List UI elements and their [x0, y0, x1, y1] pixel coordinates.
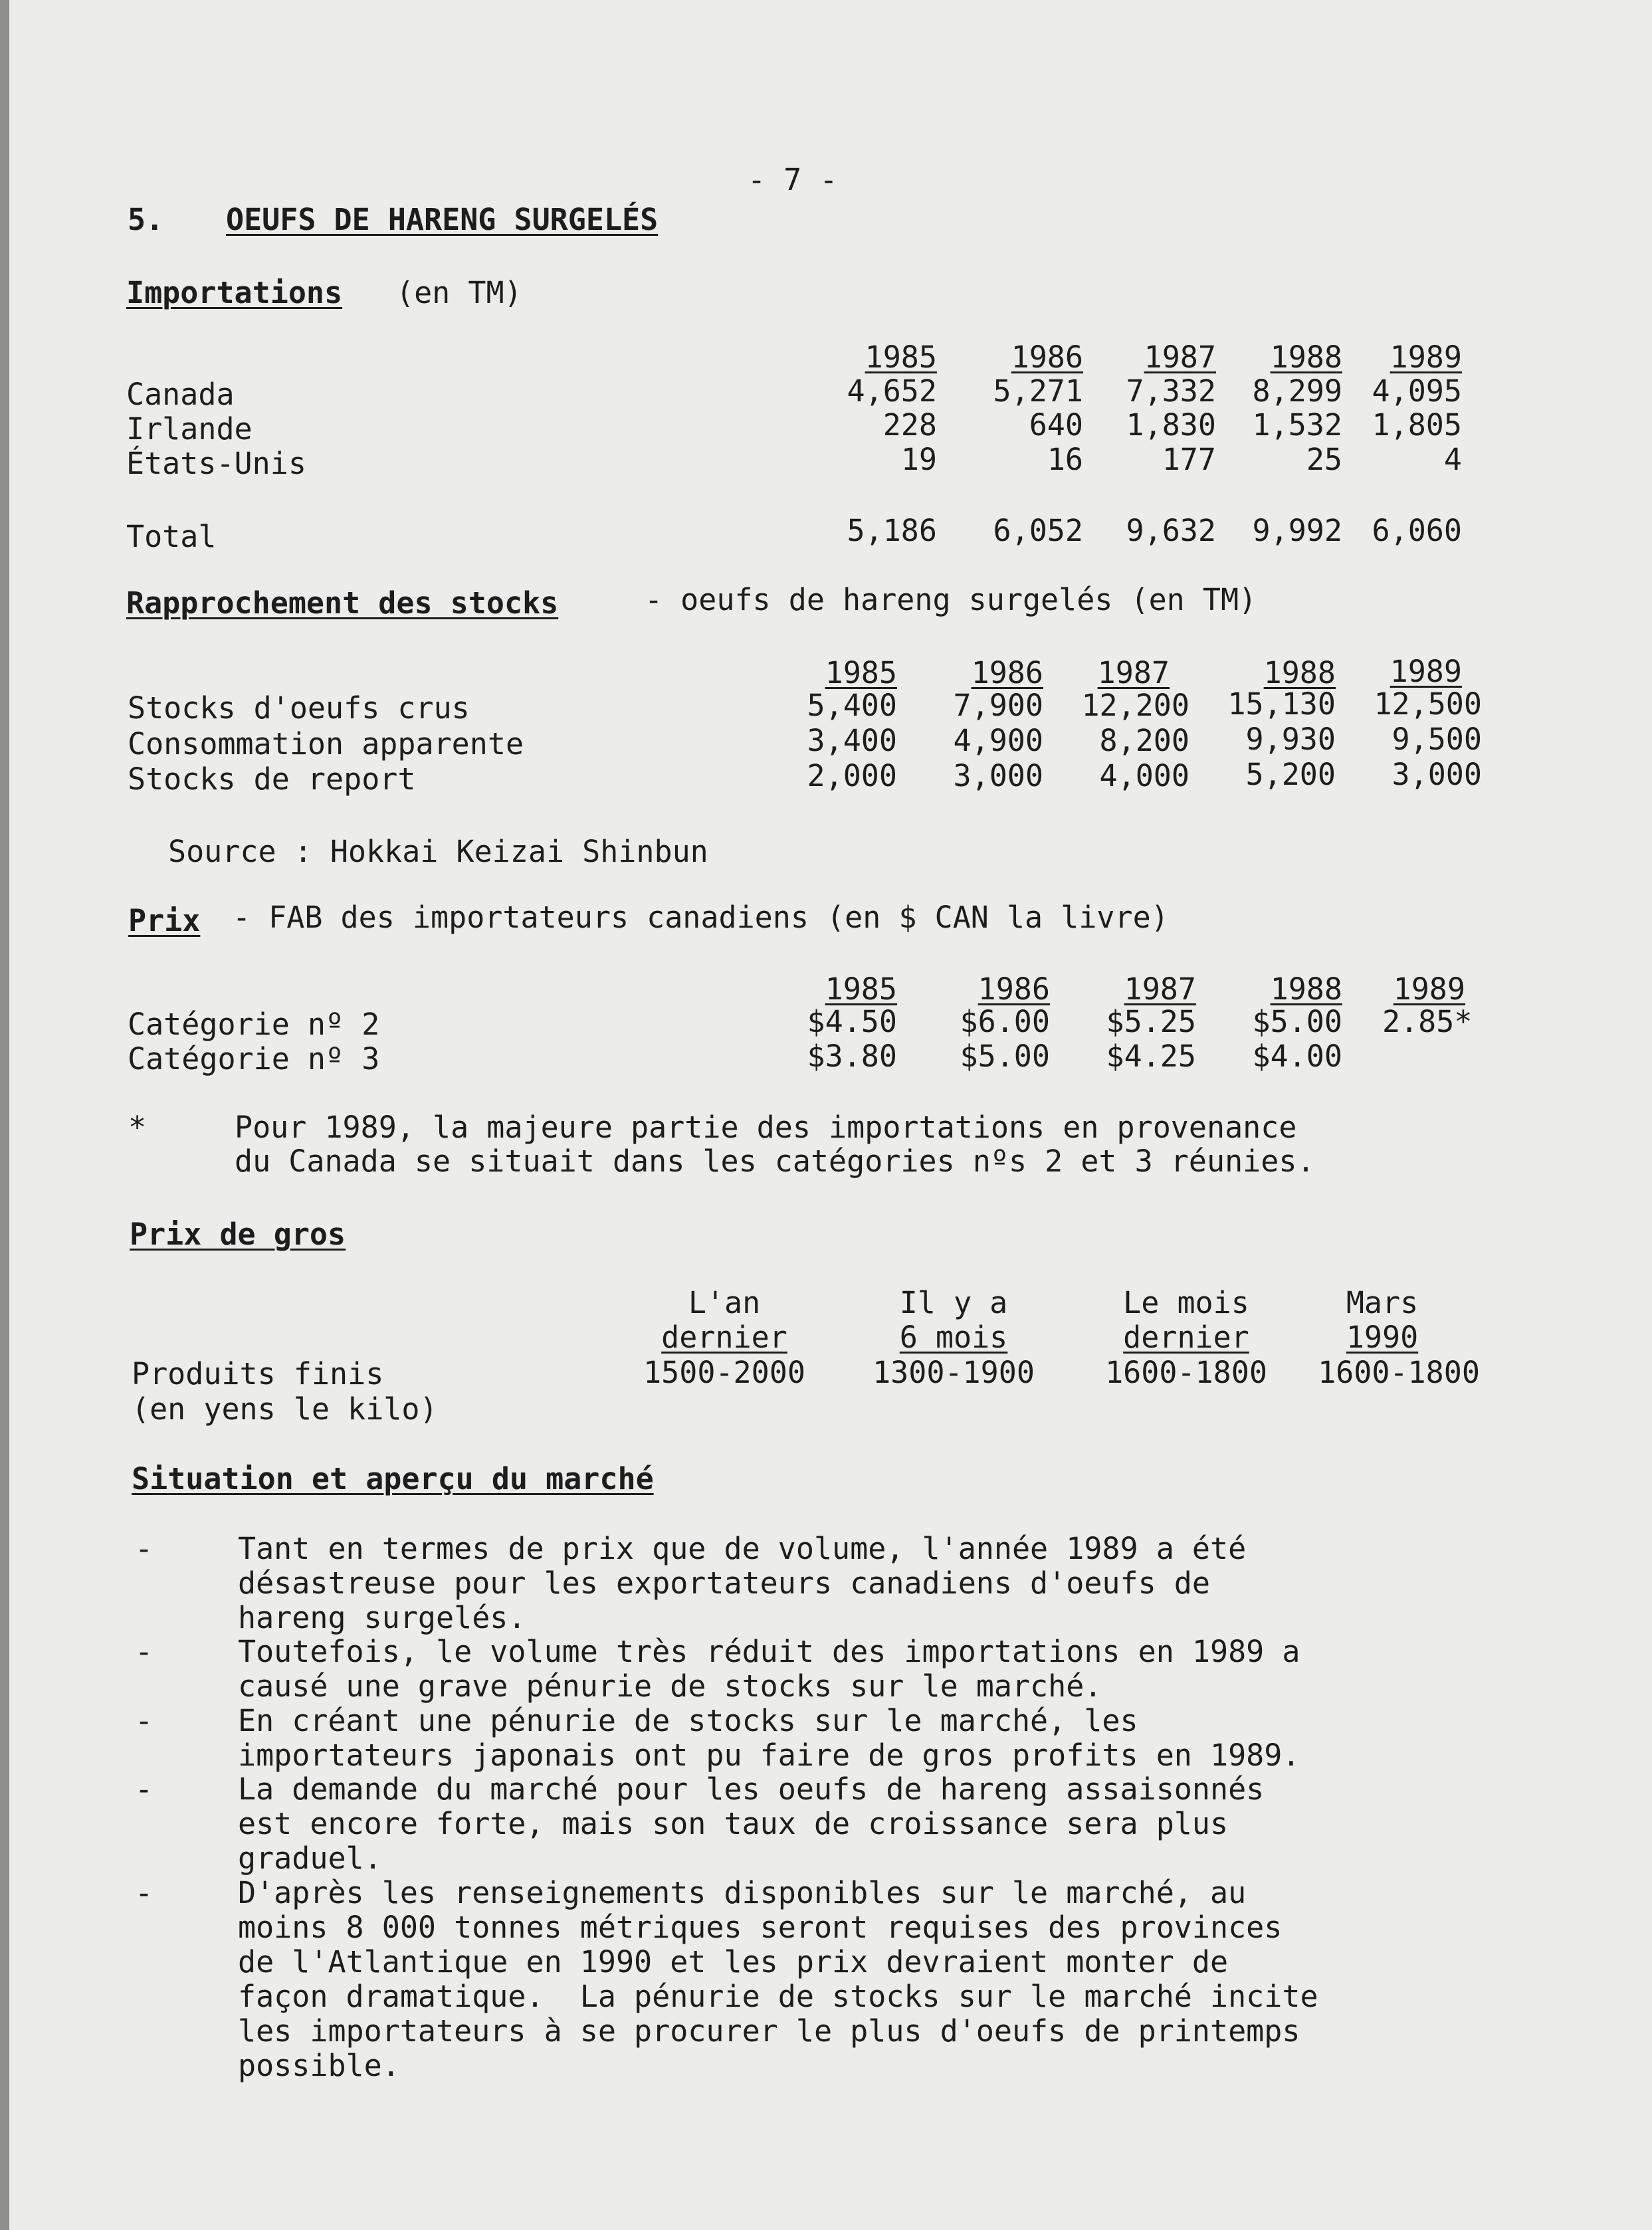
cell: 640 [1029, 407, 1083, 443]
list-item-line: façon dramatique. La pénurie de stocks sur le marché incite [238, 1979, 1318, 2014]
source-note: Source : Hokkai Keizai Shinbun [168, 834, 708, 869]
row-label: Catégorie nº 2 [128, 1007, 380, 1042]
row-label: Consommation apparente [128, 726, 524, 761]
total-label: Total [126, 519, 217, 554]
bullet-dash: - [135, 1772, 154, 1807]
cell: 5,400 [807, 688, 897, 723]
cell: 25 [1306, 442, 1342, 477]
cell: 4 [1443, 442, 1462, 477]
stocks-subtitle: - oeufs de hareng surgelés (en TM) [645, 582, 1257, 617]
page-number: - 7 - [748, 162, 838, 197]
list-item-line: hareng surgelés. [238, 1600, 526, 1635]
cell: 4,095 [1372, 373, 1462, 409]
cell: 1,805 [1372, 407, 1462, 443]
cell: 177 [1162, 442, 1216, 477]
cell: $4.00 [1252, 1039, 1342, 1074]
cell: 3,000 [953, 758, 1043, 793]
list-item-line: La demande du marché pour les oeufs de hareng assaisonnés [238, 1772, 1265, 1807]
cell: $6.00 [960, 1004, 1050, 1039]
section-title: OEUFS DE HARENG SURGELÉS [226, 202, 659, 237]
cell: 16 [1047, 442, 1083, 477]
row-label: Produits finis [132, 1356, 384, 1391]
cell: 5,200 [1245, 757, 1336, 792]
cell: 15,130 [1227, 686, 1336, 722]
page-edge [0, 0, 9, 2230]
year-header: 1985 [825, 655, 897, 690]
list-item-line: possible. [238, 2048, 400, 2083]
col-header: Mars [1346, 1285, 1419, 1320]
row-label: Irlande [126, 411, 253, 447]
year-header: 1987 [1097, 655, 1170, 690]
imports-unit: (en TM) [396, 275, 522, 310]
col-header: Le mois [1123, 1285, 1249, 1320]
cell: $4.50 [807, 1004, 897, 1039]
list-item-line: graduel. [238, 1841, 382, 1876]
wholesale-heading: Prix de gros [130, 1217, 346, 1252]
cell: 1,830 [1126, 407, 1216, 443]
list-item-line: désastreuse pour les exportateurs canadiens d'oeufs de [238, 1566, 1210, 1601]
year-header: 1988 [1263, 655, 1336, 690]
cell: $5.00 [1252, 1004, 1342, 1039]
row-label: (en yens le kilo) [132, 1391, 438, 1427]
footnote-mark: * [128, 1110, 147, 1145]
cell: 1600-1800 [1105, 1355, 1267, 1390]
year-header: 1987 [1124, 971, 1196, 1007]
row-label: Stocks de report [128, 761, 416, 797]
bullet-dash: - [135, 1703, 154, 1738]
list-item-line: D'après les renseignements disponibles sur le marché, au [238, 1875, 1247, 1910]
cell: 2,000 [807, 758, 897, 793]
cell: 3,400 [807, 723, 897, 758]
col-header: dernier [1123, 1320, 1249, 1355]
year-header: 1989 [1390, 654, 1462, 689]
list-item-line: moins 8 000 tonnes métriques seront requises des provinces [238, 1910, 1283, 1945]
footnote-line: du Canada se situait dans les catégories nºs 2 et 3 réunies. [235, 1144, 1315, 1179]
cell: 12,200 [1081, 688, 1189, 723]
cell: 1,532 [1252, 407, 1342, 443]
stocks-heading: Rapprochement des stocks [126, 585, 559, 621]
imports-heading: Importations [126, 275, 343, 310]
cell: 19 [900, 442, 937, 477]
cell: 9,500 [1392, 722, 1482, 757]
cell: $5.25 [1106, 1004, 1196, 1039]
col-header: 6 mois [899, 1320, 1008, 1355]
col-header: dernier [661, 1320, 787, 1355]
list-item-line: les importateurs à se procurer le plus d'oeufs de printemps [238, 2013, 1300, 2049]
cell: $4.25 [1106, 1039, 1196, 1074]
market-heading: Situation et aperçu du marché [132, 1461, 654, 1496]
total-cell: 9,992 [1252, 513, 1342, 548]
list-item-line: Tant en termes de prix que de volume, l'année 1989 a été [238, 1531, 1247, 1566]
cell: $5.00 [960, 1039, 1050, 1074]
cell: 8,299 [1252, 373, 1342, 409]
bullet-dash: - [135, 1634, 154, 1669]
list-item-line: est encore forte, mais son taux de croissance sera plus [238, 1806, 1229, 1841]
bullet-dash: - [135, 1531, 154, 1566]
year-header: 1987 [1144, 340, 1216, 375]
year-header: 1989 [1393, 971, 1465, 1007]
total-cell: 6,052 [993, 513, 1083, 548]
footnote-line: Pour 1989, la majeure partie des importations en provenance [235, 1110, 1297, 1145]
year-header: 1988 [1270, 971, 1342, 1007]
year-header: 1985 [865, 340, 937, 375]
cell: 5,271 [993, 373, 1083, 409]
cell: 7,900 [953, 688, 1043, 723]
cell: 228 [882, 407, 937, 443]
cell: 3,000 [1392, 757, 1482, 792]
prices-subtitle: - FAB des importateurs canadiens (en $ CAN la livre) [233, 900, 1169, 935]
total-cell: 6,060 [1372, 513, 1462, 548]
col-header: Il y a [899, 1285, 1008, 1320]
row-label: États-Unis [126, 446, 306, 481]
year-header: 1989 [1390, 340, 1462, 375]
row-label: Canada [126, 377, 235, 412]
cell: 9,930 [1245, 722, 1336, 757]
year-header: 1988 [1270, 340, 1342, 375]
cell: 1300-1900 [873, 1355, 1035, 1390]
list-item-line: En créant une pénurie de stocks sur le marché, les [238, 1703, 1138, 1738]
cell: 1600-1800 [1318, 1355, 1480, 1390]
total-cell: 9,632 [1126, 513, 1216, 548]
list-item-line: de l'Atlantique en 1990 et les prix devraient monter de [238, 1944, 1229, 1979]
cell: 1500-2000 [643, 1355, 805, 1390]
total-cell: 5,186 [847, 513, 937, 548]
list-item-line: Toutefois, le volume très réduit des importations en 1989 a [238, 1634, 1300, 1669]
cell: 4,000 [1099, 758, 1189, 793]
prices-heading: Prix [128, 903, 201, 938]
row-label: Catégorie nº 3 [128, 1041, 380, 1076]
list-item-line: causé une grave pénurie de stocks sur le marché. [238, 1669, 1102, 1704]
year-header: 1985 [825, 971, 897, 1007]
cell: $3.80 [807, 1039, 897, 1074]
year-header: 1986 [971, 655, 1043, 690]
list-item-line: importateurs japonais ont pu faire de gros profits en 1989. [238, 1738, 1300, 1773]
col-header: L'an [688, 1285, 761, 1320]
section-number: 5. [128, 202, 164, 237]
cell: 8,200 [1099, 723, 1189, 758]
cell: 4,900 [953, 723, 1043, 758]
bullet-dash: - [135, 1875, 154, 1910]
cell: 12,500 [1374, 686, 1482, 722]
year-header: 1986 [1011, 340, 1083, 375]
cell: 7,332 [1126, 373, 1216, 409]
col-header: 1990 [1346, 1320, 1419, 1355]
row-label: Stocks d'oeufs crus [128, 690, 470, 726]
cell: 2.85* [1382, 1004, 1473, 1039]
year-header: 1986 [978, 971, 1050, 1007]
cell: 4,652 [847, 373, 937, 409]
